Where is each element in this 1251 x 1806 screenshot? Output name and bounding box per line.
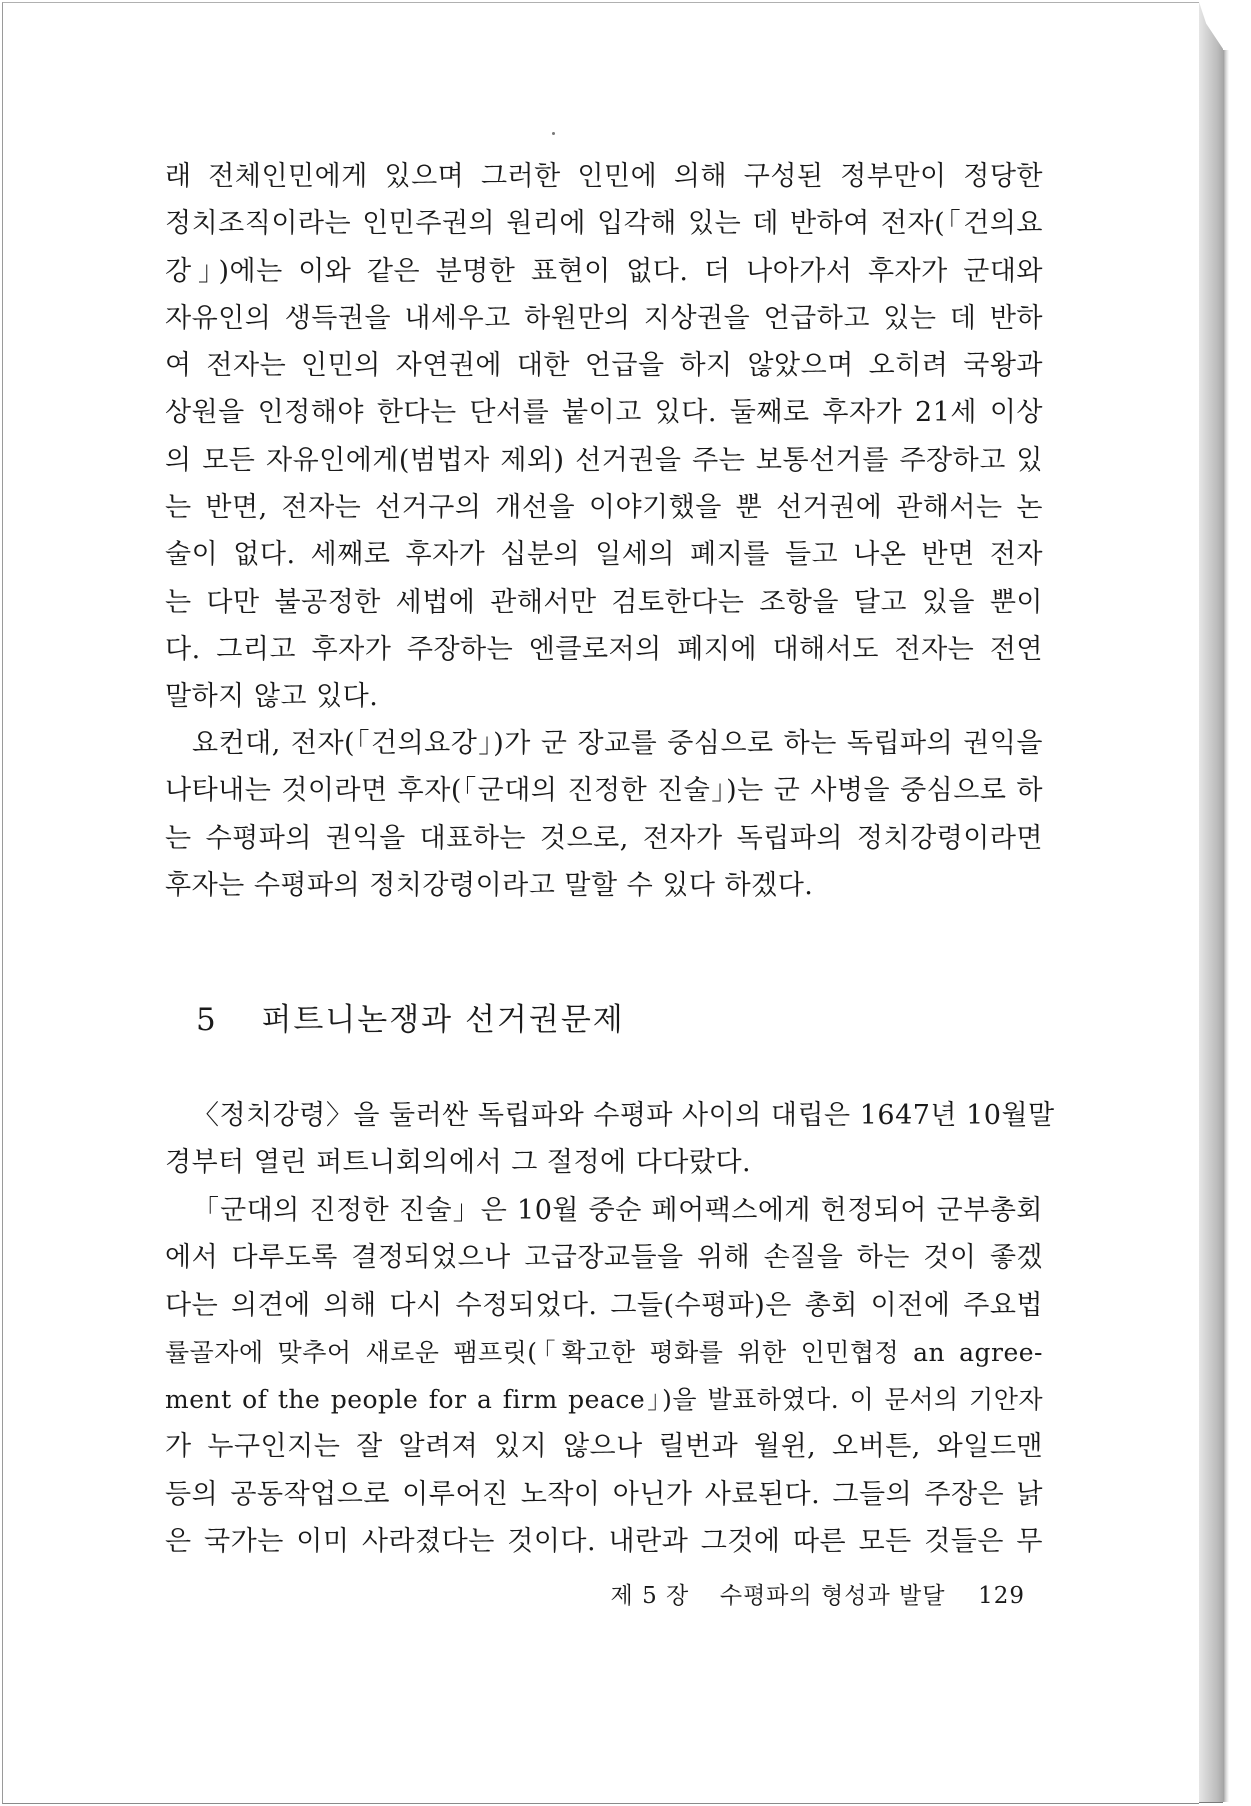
text-line: 요컨대, 전자(「건의요강」)가 군 장교를 중심으로 하는 독립파의 권익을 xyxy=(192,728,1043,759)
text-line: 「군대의 진정한 진술」은 10월 중순 페어팩스에게 헌정되어 군부총회 xyxy=(192,1195,1043,1226)
text-line: 자유인의 생득권을 내세우고 하원만의 지상권을 언급하고 있는 데 반하 xyxy=(165,302,1043,334)
print-mark xyxy=(552,132,555,135)
text-line: 은 국가는 이미 사라졌다는 것이다. 내란과 그것에 따른 모든 것들은 무 xyxy=(165,1526,1043,1558)
text-line: 의 모든 자유인에게(범법자 제외) 선거권을 주는 보통선거를 주장하고 있 xyxy=(165,444,1043,476)
text-line: 다는 의견에 의해 다시 수정되었다. 그들(수평파)은 총회 이전에 주요법 xyxy=(165,1289,1043,1321)
paragraph-3 xyxy=(165,1092,1055,1187)
text-line: 가 누구인지는 잘 알려져 있지 않으나 릴번과 월윈, 오버튼, 와일드맨 xyxy=(165,1431,1043,1463)
text-line: 다. 그리고 후자가 주장하는 엔클로저의 폐지에 대해서도 전자는 전연 xyxy=(165,633,1043,665)
text-line: 〈정치강령〉을 둘러싼 독립파와 수평파 사이의 대립은 1647년 10월말 xyxy=(192,1100,1055,1131)
text-line: 나타내는 것이라면 후자(「군대의 진정한 진술」)는 군 사병을 중심으로 하 xyxy=(165,775,1043,807)
paragraph-4 xyxy=(165,1187,1043,1565)
text-line: 경부터 열린 퍼트니회의에서 그 절정에 다다랐다. xyxy=(165,1147,752,1179)
text-line: 여 전자는 인민의 자연권에 대한 언급을 하지 않았으며 오히려 국왕과 xyxy=(165,350,1043,382)
text-line: 정치조직이라는 인민주권의 원리에 입각해 있는 데 반하여 전자(「건의요 xyxy=(165,208,1043,240)
text-line: 는 다만 불공정한 세법에 관해서만 검토한다는 조항을 달고 있을 뿐이 xyxy=(165,586,1043,618)
running-footer xyxy=(611,1576,1025,1616)
text-line: 상원을 인정해야 한다는 단서를 붙이고 있다. 둘째로 후자가 21세 이상 xyxy=(165,397,1043,429)
chapter-title: 수평파의 형성과 발달 xyxy=(719,1583,946,1609)
section-title: 퍼트니논쟁과 선거권문제 xyxy=(261,1002,625,1038)
text-line: 술이 없다. 세째로 후자가 십분의 일세의 폐지를 들고 나온 반면 전자 xyxy=(165,539,1043,571)
paragraph-1 xyxy=(165,153,1043,721)
text-line: 강」)에는 이와 같은 분명한 표현이 없다. 더 나아가서 후자가 군대와 xyxy=(165,255,1043,287)
text-line: 말하지 않고 있다. xyxy=(165,681,379,713)
page-edge-shadow xyxy=(1223,50,1229,1802)
section-heading xyxy=(196,995,625,1045)
page-edge xyxy=(1199,2,1223,1803)
text-line: 래 전체인민에게 있으며 그러한 인민에 의해 구성된 정부만이 정당한 xyxy=(165,161,1043,192)
section-number: 5 xyxy=(196,1002,218,1038)
text-line: 등의 공동작업으로 이루어진 노작이 아닌가 사료된다. 그들의 주장은 낡 xyxy=(165,1478,1043,1510)
text-line: 는 반면, 전자는 선거구의 개선을 이야기했을 뿐 선거권에 관해서는 논 xyxy=(165,492,1043,524)
text-line: 률골자에 맞추어 새로운 팸프릿(「확고한 평화를 위한 인민협정 an agree- xyxy=(165,1337,1043,1367)
text-line: ment of the people for a firm peace」)을 발표하였다. 이 문서의 기안자 xyxy=(165,1385,1043,1415)
text-line: 후자는 수평파의 정치강령이라고 말할 수 있다 하겠다. xyxy=(165,869,814,901)
text-line: 는 수평파의 권익을 대표하는 것으로, 전자가 독립파의 정치강령이라면 xyxy=(165,822,1043,854)
text-line: 에서 다루도록 결정되었으나 고급장교들을 위해 손질을 하는 것이 좋겠 xyxy=(165,1242,1043,1274)
page-number: 129 xyxy=(978,1583,1025,1609)
paragraph-2 xyxy=(165,720,1043,909)
chapter-label: 제 5 장 xyxy=(610,1583,690,1609)
